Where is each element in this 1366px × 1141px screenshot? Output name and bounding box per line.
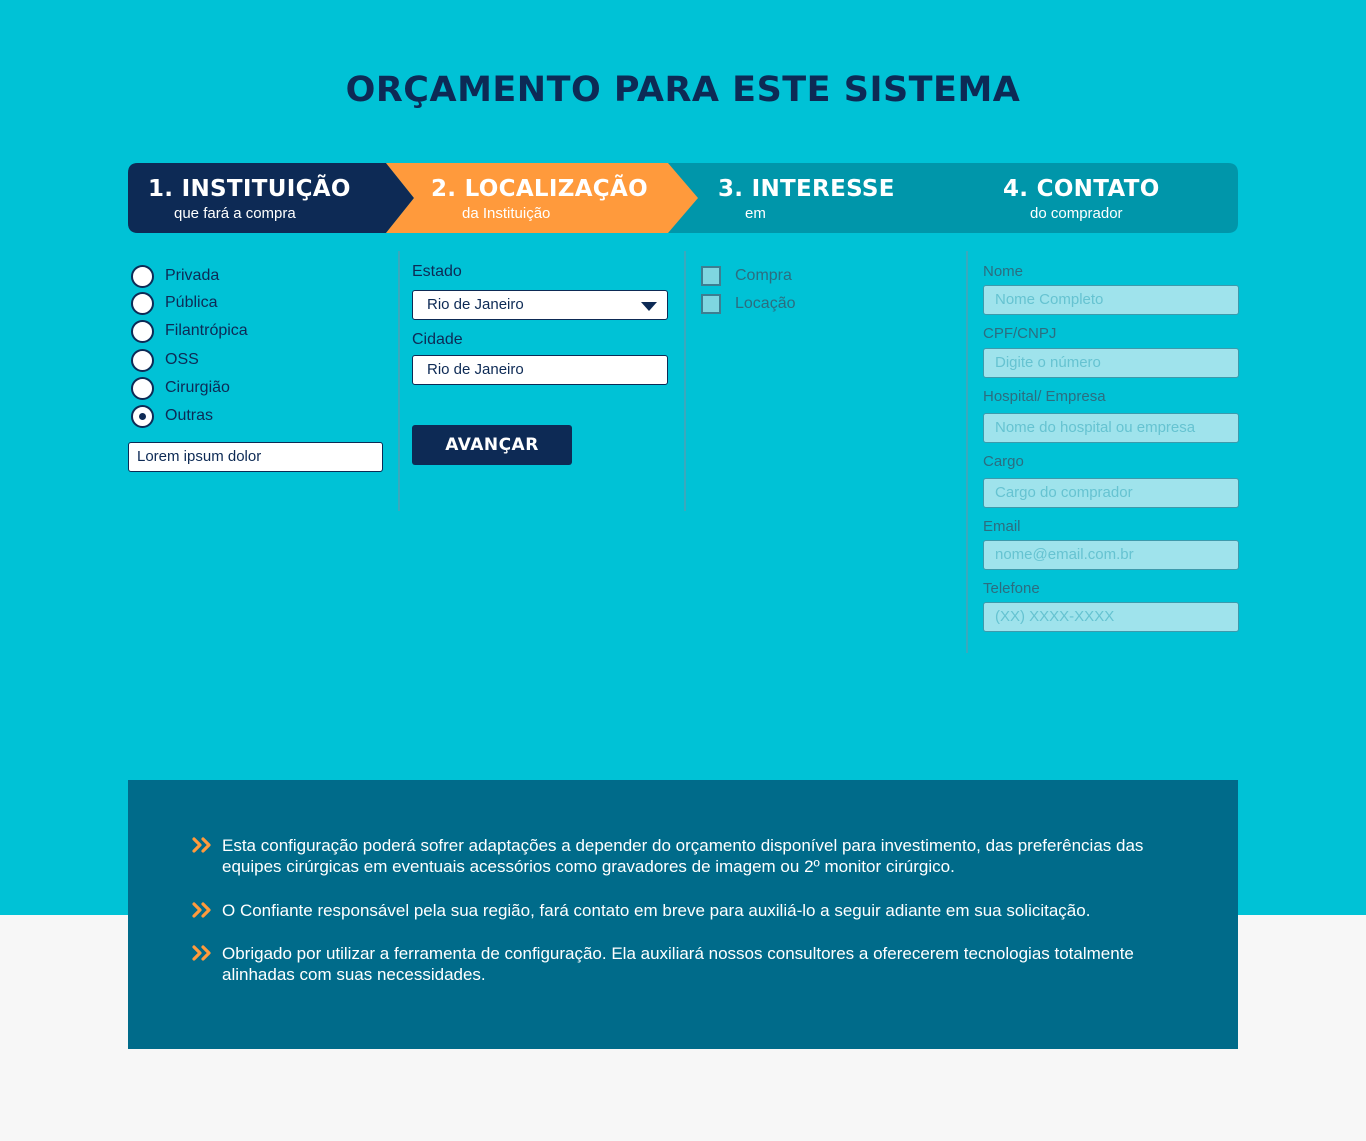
role-input[interactable]: Cargo do comprador bbox=[983, 478, 1239, 508]
email-input[interactable]: nome@email.com.br bbox=[983, 540, 1239, 570]
progress-stepper bbox=[128, 163, 1238, 233]
advance-button[interactable]: AVANÇAR bbox=[412, 425, 572, 465]
radio-option-oss[interactable] bbox=[131, 348, 199, 372]
double-chevron-right-icon bbox=[192, 902, 214, 918]
checkbox-label: Locação bbox=[735, 295, 796, 312]
radio-label: Pública bbox=[165, 294, 218, 311]
city-input[interactable]: Rio de Janeiro bbox=[412, 355, 668, 385]
step-title: 3. INTERESSE bbox=[718, 176, 895, 202]
step-subtitle: da Instituição bbox=[462, 205, 551, 222]
note-text: Obrigado por utilizar a ferramenta de configuração. Ela auxiliará nossos consultores a oferecerem tecnologias totalmente alinhadas com suas necessidades. bbox=[222, 944, 1134, 984]
note-text: Esta configuração poderá sofrer adaptações a depender do orçamento disponível para investimento, das preferências das equipes cirúrgicas em eventuais acessórios como gravadores de imagem ou 2º monitor cirúrgico. bbox=[222, 836, 1144, 876]
checkbox[interactable] bbox=[701, 266, 721, 286]
step-subtitle: que fará a compra bbox=[174, 205, 296, 222]
cpf-cnpj-input[interactable]: Digite o número bbox=[983, 348, 1239, 378]
other-institution-input[interactable]: Lorem ipsum dolor bbox=[128, 442, 383, 472]
state-select[interactable] bbox=[412, 290, 668, 320]
radio-button[interactable] bbox=[131, 377, 154, 400]
radio-option-publica[interactable] bbox=[131, 291, 217, 315]
radio-label: OSS bbox=[165, 351, 199, 368]
note-text: O Confiante responsável pela sua região, fará contato em breve para auxiliá-lo a seguir adiante em sua solicitação. bbox=[222, 901, 1091, 920]
step-title: 1. INSTITUIÇÃO bbox=[148, 176, 351, 202]
phone-input[interactable]: (XX) XXXX-XXXX bbox=[983, 602, 1239, 632]
radio-label: Privada bbox=[165, 267, 220, 284]
step-contact[interactable] bbox=[958, 163, 1238, 233]
radio-button-checked[interactable] bbox=[131, 405, 154, 428]
company-input[interactable]: Nome do hospital ou empresa bbox=[983, 413, 1239, 443]
radio-button[interactable] bbox=[131, 320, 154, 343]
radio-label: Outras bbox=[165, 407, 214, 424]
radio-option-privada[interactable] bbox=[131, 264, 219, 288]
cpf-cnpj-label: CPF/CNPJ bbox=[983, 325, 1057, 342]
radio-label: Filantrópica bbox=[165, 322, 248, 339]
radio-option-cirurgiao[interactable] bbox=[131, 376, 230, 400]
step-subtitle: do comprador bbox=[1030, 205, 1123, 222]
name-label: Nome bbox=[983, 263, 1024, 280]
double-chevron-right-icon bbox=[192, 945, 214, 961]
radio-label: Cirurgião bbox=[165, 379, 230, 396]
radio-button[interactable] bbox=[131, 292, 154, 315]
note-item bbox=[222, 900, 1162, 921]
step-title: 2. LOCALIZAÇÃO bbox=[431, 176, 648, 202]
radio-button[interactable] bbox=[131, 349, 154, 372]
state-label: Estado bbox=[412, 263, 462, 280]
company-label: Hospital/ Empresa bbox=[983, 388, 1106, 405]
checkbox[interactable] bbox=[701, 294, 721, 314]
note-item bbox=[222, 835, 1162, 877]
column-divider bbox=[966, 251, 968, 653]
checkbox-option-compra[interactable] bbox=[701, 265, 792, 287]
step-title: 4. CONTATO bbox=[1003, 176, 1160, 202]
column-divider bbox=[398, 251, 400, 511]
name-input[interactable]: Nome Completo bbox=[983, 285, 1239, 315]
notes-panel bbox=[128, 780, 1238, 1049]
checkbox-label: Compra bbox=[735, 267, 792, 284]
phone-label: Telefone bbox=[983, 580, 1040, 597]
radio-option-filantropica[interactable] bbox=[131, 319, 248, 343]
step-institution[interactable] bbox=[128, 163, 388, 233]
double-chevron-right-icon bbox=[192, 837, 214, 853]
checkbox-option-locacao[interactable] bbox=[701, 293, 796, 315]
role-label: Cargo bbox=[983, 453, 1024, 470]
step-interest[interactable] bbox=[668, 163, 958, 233]
step-subtitle: em bbox=[745, 205, 766, 222]
radio-option-outras[interactable] bbox=[131, 404, 213, 428]
page-title: ORÇAMENTO PARA ESTE SISTEMA bbox=[345, 70, 1021, 110]
note-item bbox=[222, 943, 1162, 985]
column-divider bbox=[684, 251, 686, 511]
radio-button[interactable] bbox=[131, 265, 154, 288]
state-select-value: Rio de Janeiro bbox=[427, 296, 524, 313]
step-location[interactable] bbox=[386, 163, 686, 233]
city-label: Cidade bbox=[412, 331, 463, 348]
chevron-down-icon bbox=[641, 302, 657, 311]
email-label: Email bbox=[983, 518, 1021, 535]
